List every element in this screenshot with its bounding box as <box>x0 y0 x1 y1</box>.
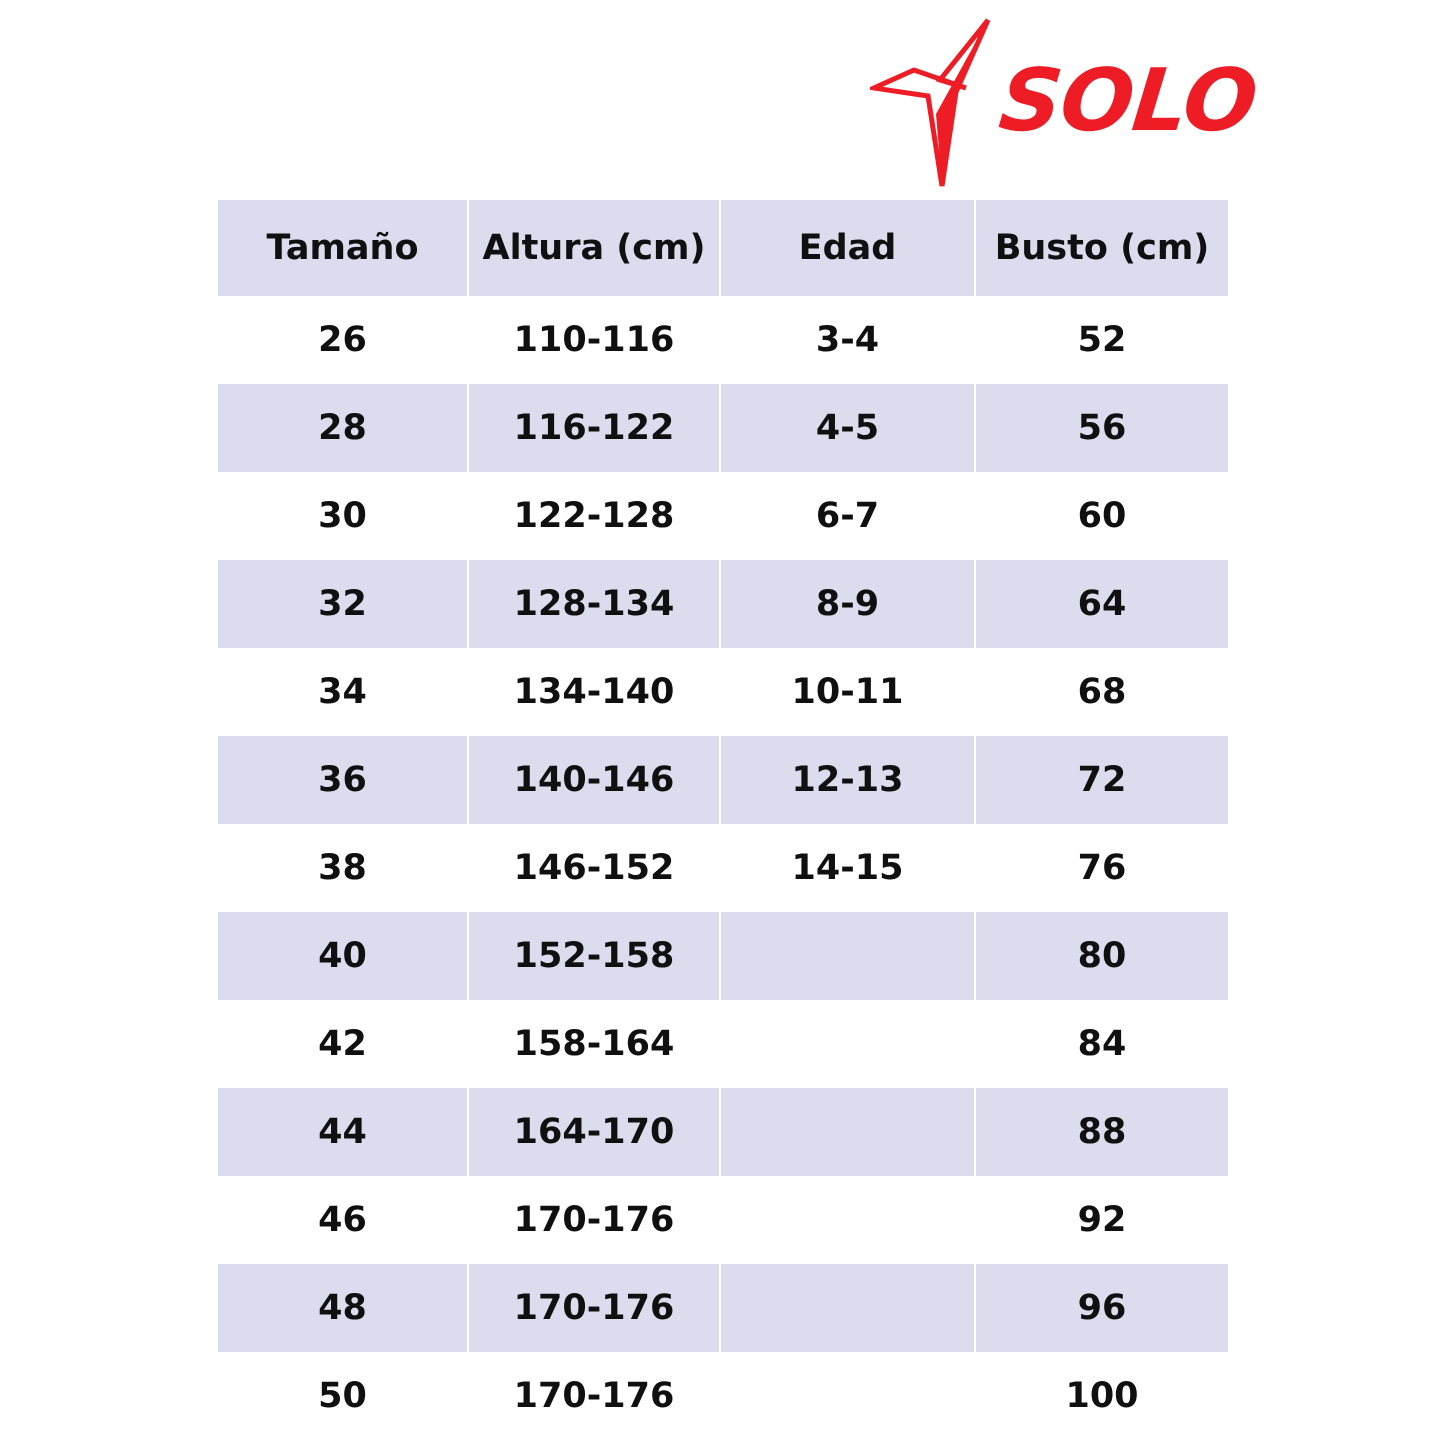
table-row <box>218 1088 1228 1176</box>
cell-altura: 140-146 <box>468 736 720 824</box>
cell-tamano: 40 <box>218 912 468 1000</box>
cell-altura: 170-176 <box>468 1176 720 1264</box>
cell-altura: 110-116 <box>468 296 720 384</box>
cell-edad <box>720 1176 975 1264</box>
column-header-edad: Edad <box>720 200 975 296</box>
table-row <box>218 296 1228 384</box>
cell-edad <box>720 1264 975 1352</box>
cell-busto: 60 <box>975 472 1228 560</box>
cell-busto: 68 <box>975 648 1228 736</box>
cell-tamano: 26 <box>218 296 468 384</box>
cell-busto: 80 <box>975 912 1228 1000</box>
cell-busto: 84 <box>975 1000 1228 1088</box>
table-row <box>218 1176 1228 1264</box>
table-row <box>218 736 1228 824</box>
cell-edad: 12-13 <box>720 736 975 824</box>
cell-busto: 56 <box>975 384 1228 472</box>
cell-tamano: 48 <box>218 1264 468 1352</box>
cell-busto: 88 <box>975 1088 1228 1176</box>
cell-edad <box>720 912 975 1000</box>
brand-logo <box>860 10 1260 190</box>
cell-busto: 96 <box>975 1264 1228 1352</box>
cell-tamano: 34 <box>218 648 468 736</box>
table-row <box>218 824 1228 912</box>
cell-edad <box>720 1000 975 1088</box>
cell-busto: 64 <box>975 560 1228 648</box>
cell-edad: 6-7 <box>720 472 975 560</box>
cell-edad: 8-9 <box>720 560 975 648</box>
cell-edad: 4-5 <box>720 384 975 472</box>
table-row <box>218 472 1228 560</box>
column-header-tamano: Tamaño <box>218 200 468 296</box>
table-row <box>218 1352 1228 1440</box>
cell-altura: 164-170 <box>468 1088 720 1176</box>
checkmark-swoosh-icon <box>870 18 1020 188</box>
cell-altura: 146-152 <box>468 824 720 912</box>
cell-edad: 10-11 <box>720 648 975 736</box>
cell-busto: 100 <box>975 1352 1228 1440</box>
column-header-busto: Busto (cm) <box>975 200 1228 296</box>
table-row <box>218 1264 1228 1352</box>
cell-tamano: 38 <box>218 824 468 912</box>
cell-edad: 14-15 <box>720 824 975 912</box>
table-row <box>218 912 1228 1000</box>
cell-tamano: 30 <box>218 472 468 560</box>
cell-altura: 134-140 <box>468 648 720 736</box>
cell-tamano: 28 <box>218 384 468 472</box>
size-chart-table <box>218 200 1228 1440</box>
cell-busto: 76 <box>975 824 1228 912</box>
table-header-row <box>218 200 1228 296</box>
cell-tamano: 46 <box>218 1176 468 1264</box>
cell-tamano: 42 <box>218 1000 468 1088</box>
cell-edad <box>720 1088 975 1176</box>
table-header <box>218 200 1228 296</box>
cell-altura: 152-158 <box>468 912 720 1000</box>
brand-name: SOLO <box>994 51 1262 151</box>
table-body <box>218 296 1228 1440</box>
cell-tamano: 36 <box>218 736 468 824</box>
cell-altura: 158-164 <box>468 1000 720 1088</box>
table-row <box>218 384 1228 472</box>
cell-tamano: 50 <box>218 1352 468 1440</box>
cell-edad <box>720 1352 975 1440</box>
size-chart <box>218 200 1228 1440</box>
column-header-altura: Altura (cm) <box>468 200 720 296</box>
cell-altura: 128-134 <box>468 560 720 648</box>
cell-busto: 92 <box>975 1176 1228 1264</box>
cell-busto: 72 <box>975 736 1228 824</box>
cell-edad: 3-4 <box>720 296 975 384</box>
cell-altura: 122-128 <box>468 472 720 560</box>
cell-altura: 170-176 <box>468 1352 720 1440</box>
cell-tamano: 32 <box>218 560 468 648</box>
cell-altura: 170-176 <box>468 1264 720 1352</box>
cell-altura: 116-122 <box>468 384 720 472</box>
cell-tamano: 44 <box>218 1088 468 1176</box>
table-row <box>218 1000 1228 1088</box>
table-row <box>218 648 1228 736</box>
table-row <box>218 560 1228 648</box>
cell-busto: 52 <box>975 296 1228 384</box>
